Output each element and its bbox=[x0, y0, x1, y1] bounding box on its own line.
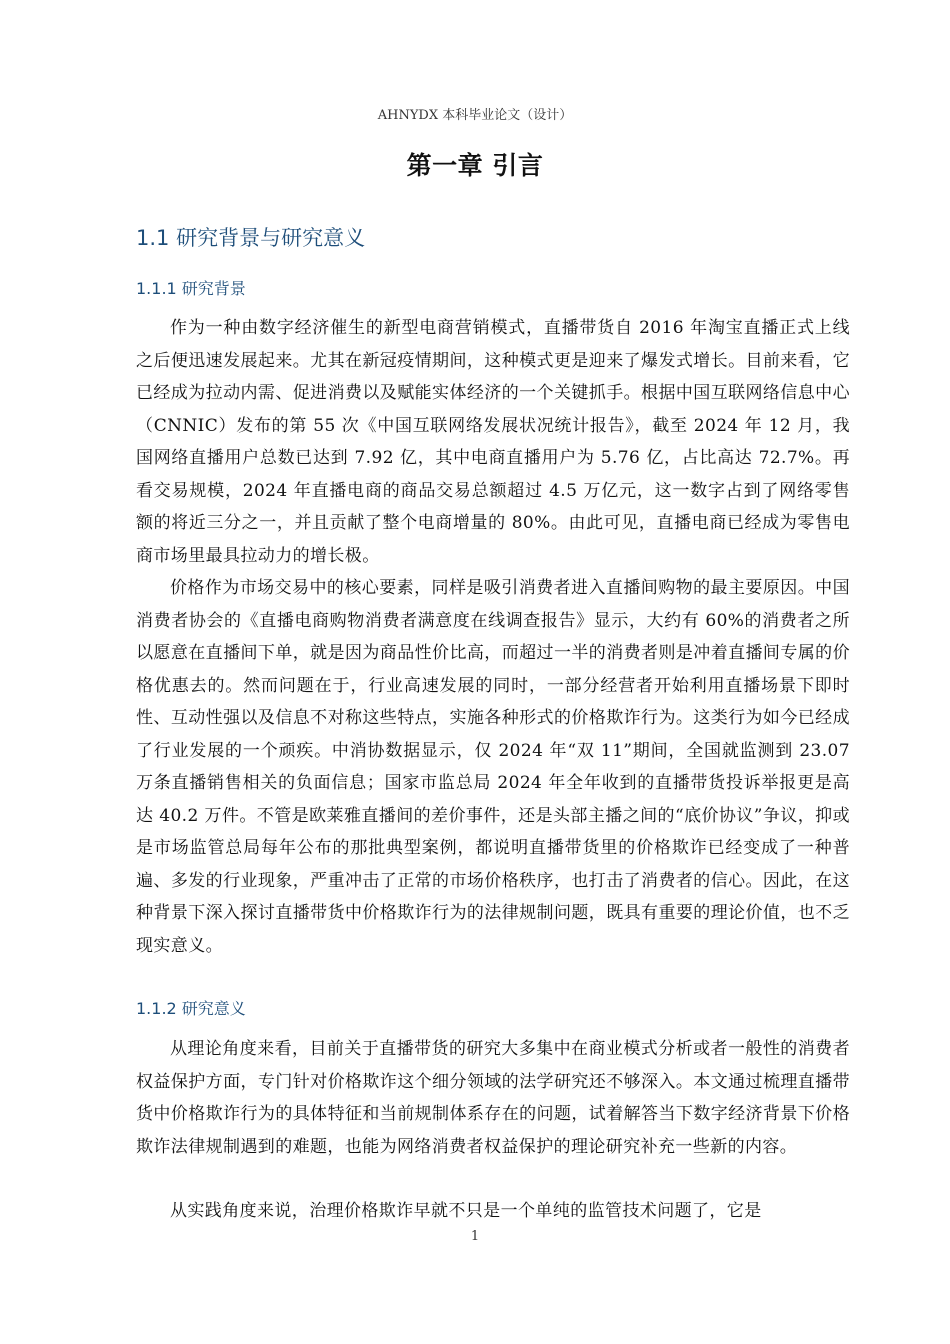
running-header: AHNYDX 本科毕业论文（设计） bbox=[377, 108, 573, 123]
body-paragraph: 价格作为市场交易中的核心要素，同样是吸引消费者进入直播间购物的最主要原因。中国消费者协会的《直播电商购物消费者满意度在线调查报告》显示，大约有 60%的消费者之所以愿意在直播间下单，就是因为商品性价比高，而超过一半的消费者则是冲着直播间专属的价格优惠去的。然而问题在于，行业高速发展的同时，一部分经营者开始利用直播场景下即时性、互动性强以及信息不对称这些特点，实施各种形式的价格欺诈行为。这类行为如今已经成了行业发展的一个顽疾。中消协数据显示，仅 2024 年“双 11”期间，全国就监测到 23.07 万条直播销售相关的负面信息；国家市监总局 2024 年全年收到的直播带货投诉举报更是高达 40.2 万件。不管是欧莱雅直播间的差价事件，还是头部主播之间的“底价协议”争议，抑或是市场监管总局每年公布的那批典型案例，都说明直播带货里的价格欺诈已经变成了一种普遍、多发的行业现象，严重冲击了正常的市场价格秩序，也打击了消费者的信心。因此，在这种背景下深入探讨直播带货中价格欺诈行为的法律规制问题，既具有重要的理论价值，也不乏现实意义。 bbox=[136, 578, 850, 956]
section-heading: 1.1 研究背景与研究意义 bbox=[136, 226, 366, 250]
body-paragraph: 从实践角度来说，治理价格欺诈早就不只是一个单纯的监管技术问题了，它是 bbox=[170, 1201, 762, 1221]
subsection-heading-background: 1.1.1 研究背景 bbox=[136, 279, 246, 298]
body-paragraph: 作为一种由数字经济催生的新型电商营销模式，直播带货自 2016 年淘宝直播正式上线之后便迅速发展起来。尤其在新冠疫情期间，这种模式更是迎来了爆发式增长。目前来看，它已经成为拉动内需、促进消费以及赋能实体经济的一个关键抓手。根据中国互联网络信息中心（CNNIC）发布的第 55 次《中国互联网络发展状况统计报告》，截至 2024 年 12 月，我国网络直播用户总数已达到 7.92 亿，其中电商直播用户为 5.76 亿，占比高达 72.7%。再看交易规模，2024 年直播电商的商品交易总额超过 4.5 万亿元，这一数字占到了网络零售额的将近三分之一，并且贡献了整个电商增量的 80%。由此可见，直播电商已经成为零售电商市场里最具拉动力的增长极。 bbox=[136, 318, 850, 566]
chapter-title: 第一章 引言 bbox=[406, 151, 544, 180]
subsection-heading-significance: 1.1.2 研究意义 bbox=[136, 999, 246, 1018]
page-number: 1 bbox=[470, 1229, 480, 1244]
body-paragraph: 从理论角度来看，目前关于直播带货的研究大多集中在商业模式分析或者一般性的消费者权益保护方面，专门针对价格欺诈这个细分领域的法学研究还不够深入。本文通过梳理直播带货中价格欺诈行为的具体特征和当前规制体系存在的问题，试着解答当下数字经济背景下价格欺诈法律规制遇到的难题，也能为网络消费者权益保护的理论研究补充一些新的内容。 bbox=[136, 1039, 850, 1157]
